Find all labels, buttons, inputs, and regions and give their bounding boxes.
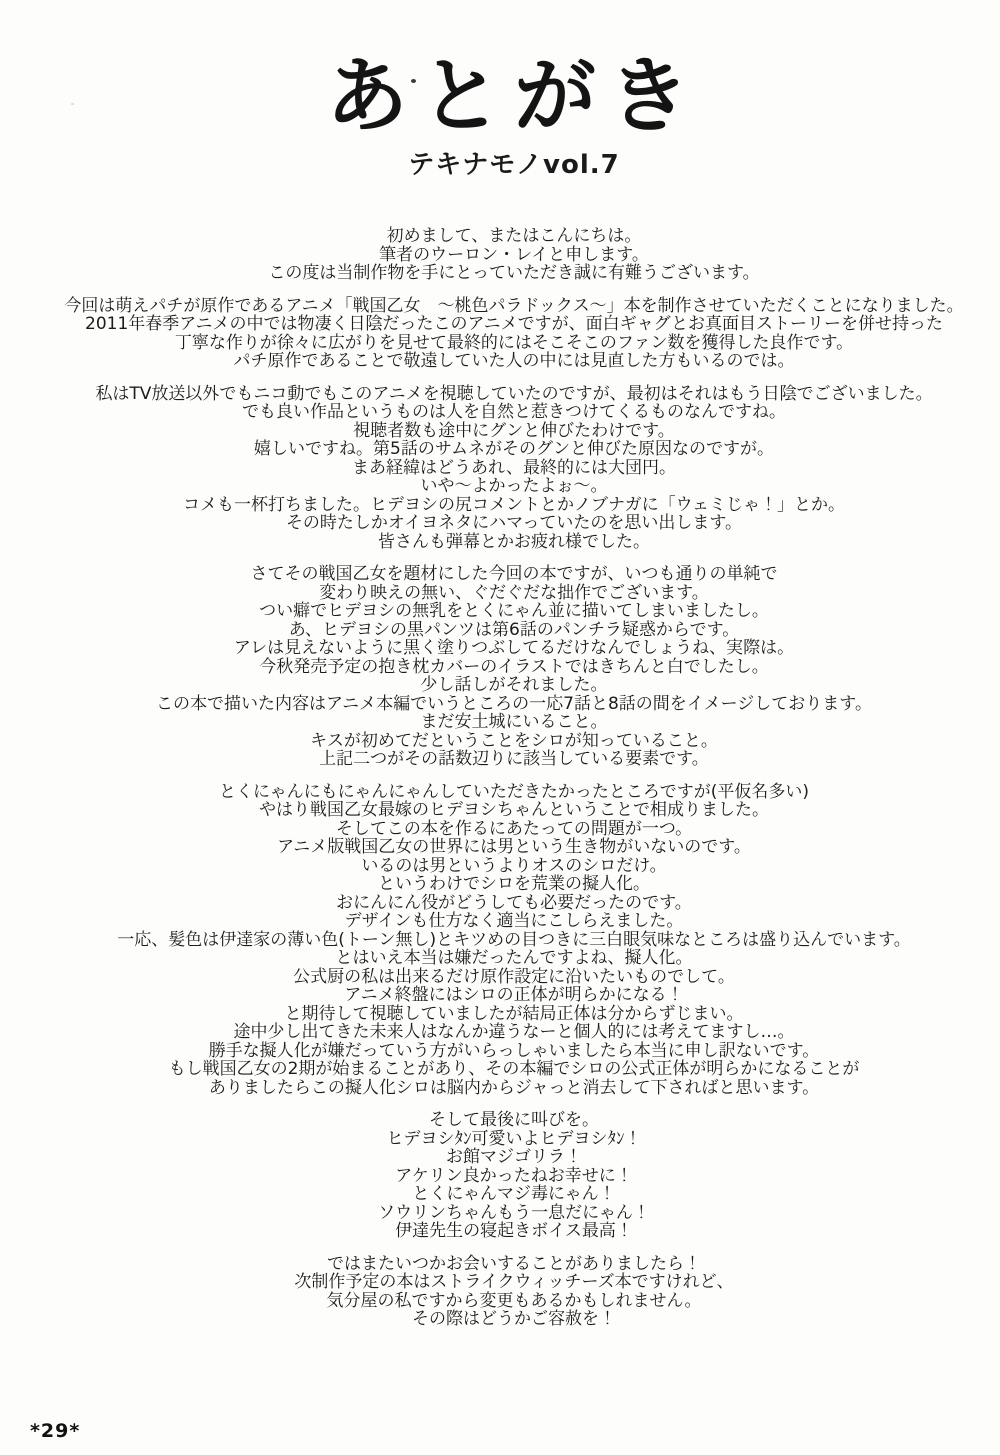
text-line: 2011年春季アニメの中では物凄く日陰だったこのアニメですが、面白ギャグとお真面目ストーリーを併せ持った	[85, 314, 943, 335]
text-line: 伊達先生の寝起きボイス最高！	[395, 1221, 633, 1242]
text-line: アニメ終盤にはシロの正体が明らかになる！	[344, 985, 684, 1006]
text-line: やはり戦国乙女最嫁のヒデヨシちゃんということで相成りました。	[259, 800, 769, 821]
paragraph	[28, 1111, 1000, 1241]
text-line: いや～よかったよぉ～。	[420, 476, 608, 497]
text-line: その際はどうかご容赦を！	[412, 1309, 616, 1330]
page-number: *29*	[30, 1420, 81, 1442]
text-line: そして最後に叫びを。	[429, 1110, 599, 1131]
text-line: 今秋発売予定の抱き枕カバーのイラストではきちんと白でしたし。	[259, 656, 769, 677]
text-line: アニメ版戦国乙女の世界には男という生き物がいないのです。	[277, 837, 751, 858]
text-line: まあ経緯はどうあれ、最終的には大団円。	[351, 457, 677, 478]
text-line: とくにゃんマジ毒にゃん！	[412, 1184, 616, 1205]
page-content	[28, 0, 1000, 1329]
text-line: と期待して視聴していましたが結局正体は分からずじまい。	[284, 1003, 744, 1024]
paragraph	[28, 297, 1000, 371]
text-line: ソウリンちゃんもう一息だにゃん！	[378, 1202, 650, 1223]
text-line: とくにゃんにもにゃんにゃんしていただきたかったところですが(平仮名多い)	[218, 781, 810, 802]
text-line: その時たしかオイヨネタにハマっていたのを思い出します。	[285, 513, 743, 534]
text-line: いるのは男というよりオスのシロだけ。	[361, 855, 667, 876]
text-line: もし戦国乙女の2期が始まることがあり、その本編でシロの公式正体が明らかになることが	[168, 1059, 860, 1080]
text-line: まだ安土城にいること。	[420, 712, 608, 733]
text-line: お館マジゴリラ！	[446, 1147, 582, 1168]
text-line: キスが初めてだということをシロが知っていること。	[310, 730, 718, 751]
text-line: アレは見えないように黒く塗りつぶしてるだけなんでしょうね、実際は。	[233, 638, 795, 659]
text-line: とはいえ本当は嫌だったんですよね、擬人化。	[335, 948, 693, 969]
afterword-body	[28, 227, 1000, 1329]
text-line: ではまたいつかお会いすることがありましたら！	[327, 1253, 701, 1274]
text-line: コメも一杯打ちました。ヒデヨシの尻コメントとかノブナガに「ウェミじゃ！」とか。	[183, 494, 845, 515]
page-subtitle: テキナモノvol.7	[408, 150, 620, 181]
page-title: あとがき	[325, 49, 702, 144]
text-line: 丁寧な作りが徐々に広がりを見せて最終的にはそこそこのファン数を獲得した良作です。	[174, 332, 854, 353]
text-line: さてその戦国乙女を題材にした今回の本ですが、いつも通りの単純で	[250, 564, 778, 585]
text-line: 勝手な擬人化が嫌だっていう方がいらっしゃいましたら本当に申し訳ないです。	[208, 1040, 820, 1061]
text-line: この本で描いた内容はアニメ本編でいうところの一応7話と8話の間をイメージしております。	[156, 693, 872, 714]
text-line: パチ原作であることで敬遠していた人の中には見直した方もいるのでは。	[233, 351, 795, 372]
text-line: 視聴者数も途中にグンと伸びたわけです。	[353, 420, 675, 441]
text-line: 上記二つがその話数辺りに該当している要素です。	[319, 749, 709, 770]
text-line: 皆さんも弾幕とかお疲れ様でした。	[378, 531, 650, 552]
text-line: この度は当制作物を手にとっていただき誠に有難うございます。	[268, 263, 760, 284]
text-line: 嬉しいですね。第5話のサムネがそのグンと伸びた原因なのですが。	[254, 439, 774, 460]
paragraph	[28, 783, 1000, 1098]
text-line: 少し話しがそれました。	[420, 675, 608, 696]
paragraph	[28, 565, 1000, 769]
text-line: 初めまして、またはこんにちは。	[386, 226, 642, 247]
text-line: デザインも仕方なく適当にこしらえました。	[344, 911, 684, 932]
text-line: つい癖でヒデヨシの無乳をとくにゃん並に描いてしまいましたし。	[259, 601, 769, 622]
text-line: ありましたらこの擬人化シロは脳内からジャっと消去して下さればと思います。	[208, 1077, 820, 1098]
text-line: 公式厨の私は出来るだけ原作設定に沿いたいものでして。	[293, 966, 735, 987]
text-line: 途中少し出てきた未来人はなんか違うなーと個人的には考えてますし…。	[233, 1022, 795, 1043]
text-line: 一応、髪色は伊達家の薄い色(トーン無し)とキツめの目つきに三白眼気味なところは盛り込んでいます。	[117, 929, 911, 950]
text-line: 今回は萌えパチが原作であるアニメ「戦国乙女 ～桃色パラドックス～」本を制作させていただくことになりました。	[64, 295, 964, 316]
text-line: ヒデヨシﾀﾝ可愛いよヒデヨシﾀﾝ！	[386, 1128, 642, 1149]
text-line: そしてこの本を作るにあたっての問題が一つ。	[335, 818, 693, 839]
text-line: 筆者のウーロン・レイと申します。	[379, 244, 649, 265]
text-line: 変わり映えの無い、ぐだぐだな拙作でございます。	[319, 582, 709, 603]
text-line: でも良い作品というものは人を自然と惹きつけてくるものなんですね。	[242, 402, 786, 423]
text-line: 私はTV放送以外でもニコ動でもこのアニメを視聴していたのですが、最初はそれはもう日陰でございました。	[95, 383, 933, 404]
text-line: アケリン良かったねお幸せに！	[395, 1165, 633, 1186]
text-line: あ、ヒデヨシの黒パンツは第6話のパンチラ疑惑からです。	[288, 619, 740, 640]
paragraph	[28, 227, 1000, 283]
paragraph	[28, 1255, 1000, 1329]
text-line: 次制作予定の本はストライクウィッチーズ本ですけれど、	[294, 1272, 734, 1293]
text-line: というわけでシロを荒業の擬人化。	[378, 874, 650, 895]
text-line: おにんにん役がどうしても必要だったのです。	[336, 892, 692, 913]
text-line: 気分屋の私ですから変更もあるかもしれません。	[326, 1290, 702, 1311]
paragraph	[28, 385, 1000, 552]
